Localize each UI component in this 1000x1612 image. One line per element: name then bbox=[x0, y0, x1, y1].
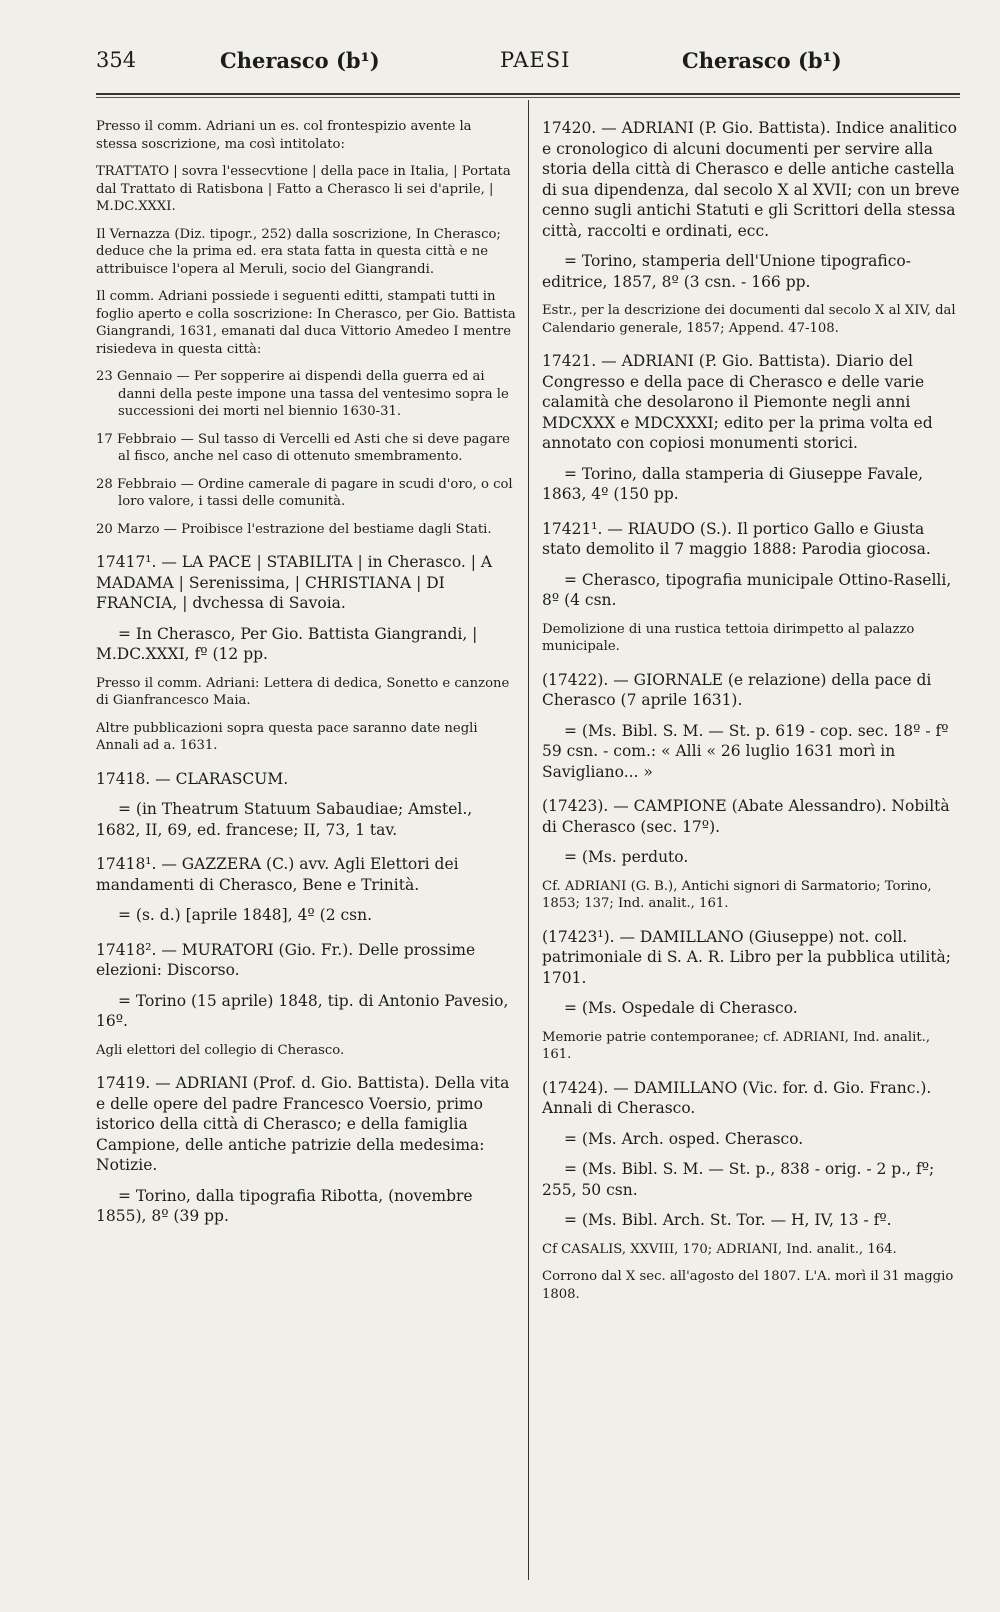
note-paragraph: Estr., per la descrizione dei documenti dal secolo X al XIV, dal Calendario generale, 1857; Append. 47-108. bbox=[542, 303, 956, 336]
note-paragraph: Cf. ADRIANI (G. B.), Antichi signori di Sarmatorio; Torino, 1853; 137; Ind. analit., 161. bbox=[542, 878, 932, 911]
note-paragraph: Presso il comm. Adriani: Lettera di dedica, Sonetto e canzone di Gianfrancesco Maia. bbox=[96, 675, 510, 708]
note-paragraph: Agli elettori del collegio di Cherasco. bbox=[96, 1042, 345, 1058]
catalog-entry: 17417¹. — LA PACE | STABILITA | in Cherasco. | A MADAMA | Serenissima, | CHRISTIANA | DI FRANCIA, | dvchessa di Savoia. bbox=[96, 553, 493, 612]
note-paragraph: TRATTATO | sovra l'essecvtione | della pace in Italia, | Portata dal Trattato di Ratisbona | Fatto a Cherasco li sei d'aprile, | M.DC.XXXI. bbox=[96, 164, 511, 214]
column-divider bbox=[528, 100, 529, 1580]
catalog-entry: (17423¹). — DAMILLANO (Giuseppe) not. coll. patrimoniale di S. A. R. Libro per la pubblica utilità; 1701. bbox=[542, 927, 952, 987]
catalog-entry: 17418². — MURATORI (Gio. Fr.). Delle prossime elezioni: Discorso. bbox=[96, 940, 476, 979]
running-header bbox=[96, 48, 960, 88]
note-paragraph: 17 Febbraio — Sul tasso di Vercelli ed Asti che si deve pagare al fisco, anche nel caso di ottenuto smembramento. bbox=[96, 431, 510, 464]
page-number: 354 bbox=[96, 48, 137, 72]
right-running-title: Cherasco (b¹) bbox=[682, 48, 842, 73]
note-paragraph: 23 Gennaio — Per sopperire ai dispendi della guerra ed ai danni della peste impone una tassa del ventesimo sopra le successioni dei morti nel biennio 1630-31. bbox=[96, 369, 509, 419]
imprint-line: = (s. d.) [aprile 1848], 4º (2 csn. bbox=[118, 906, 373, 924]
left-column bbox=[96, 118, 516, 1588]
header-rule-thin bbox=[96, 97, 960, 98]
imprint-line: = (Ms. Ospedale di Cherasco. bbox=[564, 999, 798, 1017]
note-paragraph: Cf CASALIS, XXVIII, 170; ADRIANI, Ind. analit., 164. bbox=[542, 1241, 897, 1257]
imprint-line: = Torino (15 aprile) 1848, tip. di Antonio Pavesio, 16º. bbox=[96, 991, 509, 1030]
note-paragraph: Memorie patrie contemporanee; cf. ADRIANI, Ind. analit., 161. bbox=[542, 1029, 931, 1062]
imprint-line: = Torino, dalla tipografia Ribotta, (novembre 1855), 8º (39 pp. bbox=[96, 1186, 473, 1225]
imprint-line: = In Cherasco, Per Gio. Battista Giangrandi, | M.DC.XXXI, fº (12 pp. bbox=[96, 624, 478, 663]
imprint-line: = (in Theatrum Statuum Sabaudiae; Amstel., 1682, II, 69, ed. francese; II, 73, 1 tav. bbox=[96, 800, 473, 839]
imprint-line: = (Ms. Bibl. Arch. St. Tor. — H, IV, 13 - fº. bbox=[564, 1211, 892, 1229]
note-paragraph: Presso il comm. Adriani un es. col frontespizio avente la stessa soscrizione, ma così intitolato: bbox=[96, 119, 472, 152]
note-paragraph: 28 Febbraio — Ordine camerale di pagare in scudi d'oro, o col loro valore, i tassi delle comunità. bbox=[96, 476, 513, 509]
header-rule bbox=[96, 93, 960, 95]
imprint-line: = (Ms. perduto. bbox=[564, 848, 689, 866]
right-column bbox=[542, 118, 962, 1588]
catalog-entry: 17418. — CLARASCUM. bbox=[96, 769, 289, 788]
note-paragraph: Il Vernazza (Diz. tipogr., 252) dalla soscrizione, In Cherasco; deduce che la prima ed. era stata fatta in questa città e ne attribuisce l'opera al Meruli, socio del Giangrandi. bbox=[96, 226, 501, 277]
imprint-line: = (Ms. Arch. osped. Cherasco. bbox=[564, 1129, 804, 1148]
note-paragraph: 20 Marzo — Proibisce l'estrazione del bestiame dagli Stati. bbox=[96, 521, 492, 537]
imprint-line: = Cherasco, tipografia municipale Ottino-Raselli, 8º (4 csn. bbox=[542, 570, 952, 609]
note-paragraph: Il comm. Adriani possiede i seguenti editti, stampati tutti in foglio aperto e colla soscrizione: In Cherasco, per Gio. Battista Giangrandi, 1631, emanati dal duca Vittorio Amedeo I mentre risiedeva in questa città: bbox=[96, 289, 516, 357]
note-paragraph: Corrono dal X sec. all'agosto del 1807. L'A. morì il 31 maggio 1808. bbox=[542, 1269, 954, 1302]
imprint-line: = (Ms. Bibl. S. M. — St. p. 619 - cop. sec. 18º - fº 59 csn. - com.: « Alli « 26 luglio 1631 morì in Savigliano... » bbox=[542, 721, 949, 781]
note-paragraph: Altre pubblicazioni sopra questa pace saranno date negli Annali ad a. 1631. bbox=[96, 720, 478, 753]
left-running-title: Cherasco (b¹) bbox=[220, 48, 380, 73]
catalog-entry: 17420. — ADRIANI (P. Gio. Battista). Indice analitico e cronologico di alcuni documenti per servire alla storia della città di Cherasco e delle antiche castella di sua dipendenza, dal secolo X al XVII; con un breve cenno sugli antichi Statuti e gli Scrittori della stessa città, raccolti e ordinati, ecc. bbox=[542, 119, 960, 240]
catalog-entry: 17419. — ADRIANI (Prof. d. Gio. Battista). Della vita e delle opere del padre Francesco Voersio, primo istorico della città di Cherasco; e della famiglia Campione, delle antiche patrizie della medesima: Notizie. bbox=[96, 1074, 510, 1174]
imprint-line: = Torino, stamperia dell'Unione tipografico-editrice, 1857, 8º (3 csn. - 166 pp. bbox=[542, 252, 911, 291]
catalog-entry: (17424). — DAMILLANO (Vic. for. d. Gio. Franc.). Annali di Cherasco. bbox=[542, 1078, 932, 1117]
catalog-entry: 17421. — ADRIANI (P. Gio. Battista). Diario del Congresso e della pace di Cherasco e delle varie calamità che desolarono il Piemonte negli anni MDCXXX e MDCXXXI; edito per la prima volta ed annotato con copiosi monumenti storici. bbox=[542, 352, 933, 452]
catalog-entry: 17418¹. — GAZZERA (C.) avv. Agli Elettori dei mandamenti di Cherasco, Bene e Trinità. bbox=[96, 855, 459, 894]
note-paragraph: Demolizione di una rustica tettoia dirimpetto al palazzo municipale. bbox=[542, 621, 915, 654]
imprint-line: = (Ms. Bibl. S. M. — St. p., 838 - orig. - 2 p., fº; 255, 50 csn. bbox=[542, 1160, 935, 1199]
imprint-line: = Torino, dalla stamperia di Giuseppe Favale, 1863, 4º (150 pp. bbox=[542, 464, 924, 503]
catalog-entry: (17423). — CAMPIONE (Abate Alessandro). Nobiltà di Cherasco (sec. 17º). bbox=[542, 797, 950, 836]
catalog-entry: 17421¹. — RIAUDO (S.). Il portico Gallo e Giusta stato demolito il 7 maggio 1888: Parodia giocosa. bbox=[542, 519, 931, 558]
catalog-entry: (17422). — GIORNALE (e relazione) della pace di Cherasco (7 aprile 1631). bbox=[542, 670, 932, 709]
center-running-title: PAESI bbox=[500, 48, 571, 72]
